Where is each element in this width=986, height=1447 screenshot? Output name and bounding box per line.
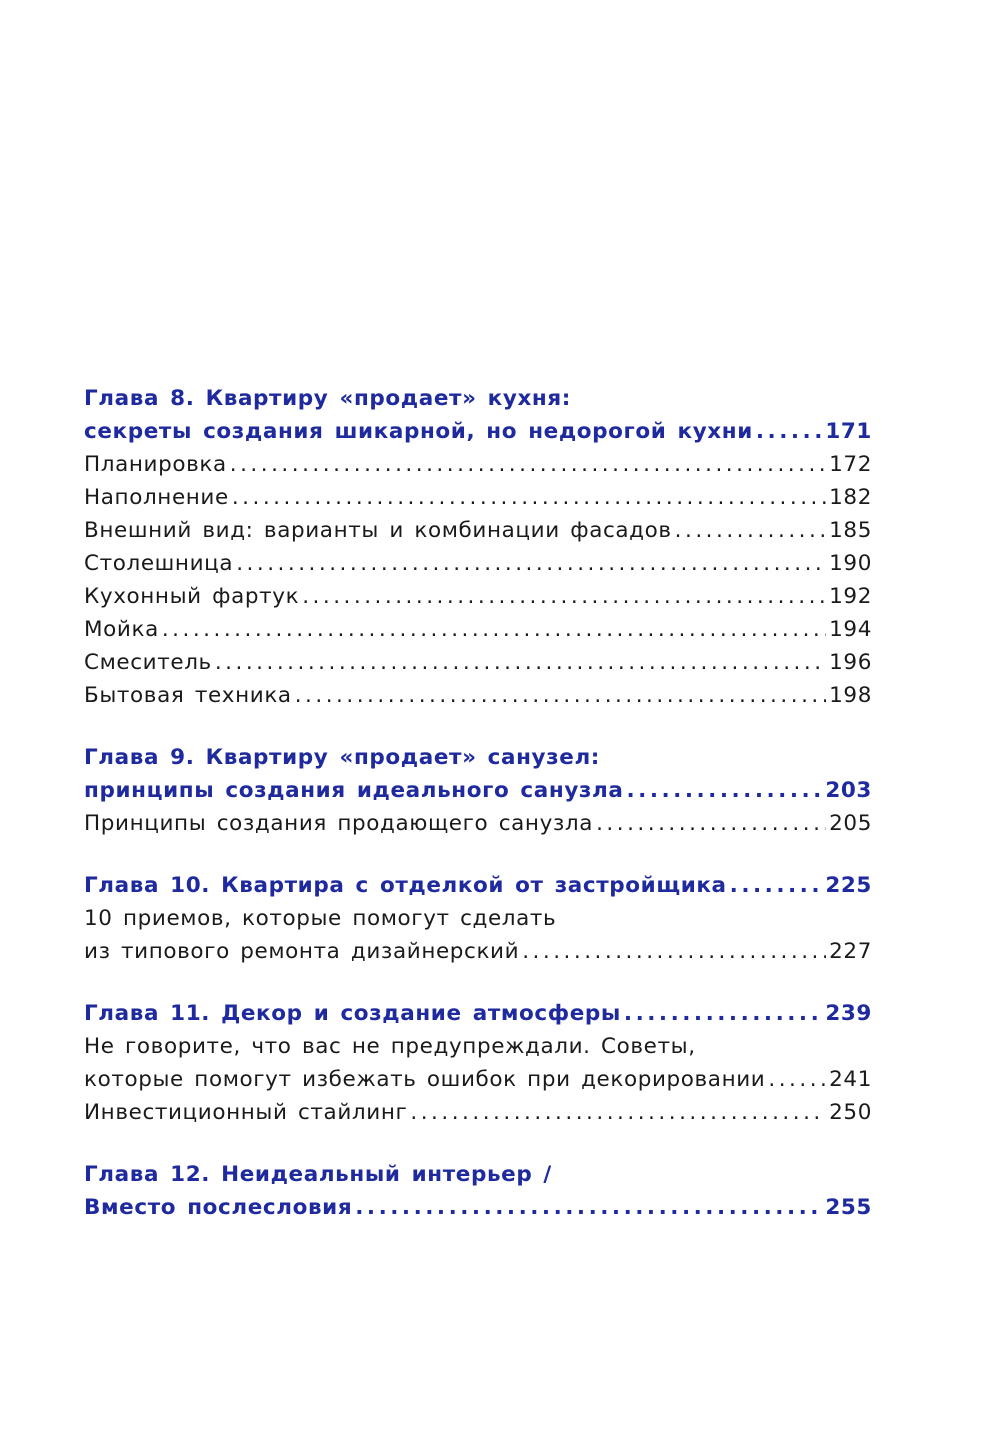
toc-entry-title: принципы создания идеального санузла <box>84 778 624 803</box>
toc-entry <box>84 481 872 514</box>
toc-entry-title: Инвестиционный стайлинг <box>84 1100 408 1125</box>
toc-entry-title: Глава 9. Квартиру «продает» санузел: <box>84 745 600 770</box>
page-number: 205 <box>829 811 872 836</box>
toc-entry-title: 10 приемов, которые помогут сделать <box>84 906 557 931</box>
toc-entry-title: Столешница <box>84 551 234 576</box>
toc-entry-title: Внешний вид: варианты и комбинации фасадов <box>84 518 672 543</box>
page-number: 190 <box>829 551 872 576</box>
toc-chapter <box>84 1158 872 1224</box>
toc-entry-title: которые помогут избежать ошибок при декорировании <box>84 1067 766 1092</box>
dot-leader <box>768 1063 826 1096</box>
toc-entry <box>84 448 872 481</box>
dot-leader <box>302 580 826 613</box>
chapter-heading-line <box>84 774 872 807</box>
toc-entry <box>84 679 872 712</box>
chapter-heading-line <box>84 741 872 774</box>
toc-entry <box>84 902 872 935</box>
toc-entry <box>84 807 872 840</box>
toc-entry-title: Мойка <box>84 617 159 642</box>
dot-leader <box>295 679 826 712</box>
toc-chapter <box>84 382 872 712</box>
page-number: 196 <box>829 650 872 675</box>
toc-entry-title: Наполнение <box>84 485 229 510</box>
toc-entry-title: Не говорите, что вас не предупреждали. Советы, <box>84 1034 696 1059</box>
page-number: 250 <box>829 1100 872 1125</box>
chapter-heading-line <box>84 382 872 415</box>
toc-entry <box>84 547 872 580</box>
page-number: 255 <box>825 1195 872 1220</box>
chapter-heading-line <box>84 1158 872 1191</box>
dot-leader <box>410 1096 826 1129</box>
toc-entry-title: Смеситель <box>84 650 212 675</box>
toc-entry <box>84 1063 872 1096</box>
page-number: 227 <box>829 939 872 964</box>
toc-entry <box>84 1030 872 1063</box>
dot-leader <box>675 514 827 547</box>
page-number: 172 <box>829 452 872 477</box>
page-number: 185 <box>829 518 872 543</box>
page-number: 182 <box>829 485 872 510</box>
chapter-heading-line <box>84 869 872 902</box>
page-number: 239 <box>825 1001 872 1026</box>
toc-entry-title: Планировка <box>84 452 227 477</box>
dot-leader <box>522 935 826 968</box>
page-number: 241 <box>829 1067 872 1092</box>
page-number: 171 <box>825 419 872 444</box>
toc-entry-title: секреты создания шикарной, но недорогой кухни <box>84 419 753 444</box>
toc-entry-title: Принципы создания продающего санузла <box>84 811 594 836</box>
toc-chapter <box>84 741 872 840</box>
chapter-heading-line <box>84 1191 872 1224</box>
toc-entry-title: Вместо послесловия <box>84 1195 353 1220</box>
toc-entry <box>84 1096 872 1129</box>
dot-leader <box>730 869 823 902</box>
toc-entry <box>84 613 872 646</box>
chapter-heading-line <box>84 997 872 1030</box>
toc-entry <box>84 580 872 613</box>
dot-leader <box>596 807 826 840</box>
page-number: 198 <box>829 683 872 708</box>
toc-entry-title: Глава 8. Квартиру «продает» кухня: <box>84 386 571 411</box>
dot-leader <box>624 997 822 1030</box>
toc-entry <box>84 514 872 547</box>
page-number: 225 <box>825 873 872 898</box>
dot-leader <box>162 613 826 646</box>
dot-leader <box>626 774 822 807</box>
table-of-contents <box>84 382 872 1253</box>
toc-entry-title: Глава 12. Неидеальный интерьер / <box>84 1162 552 1187</box>
toc-entry-title: Глава 11. Декор и создание атмосферы <box>84 1001 621 1026</box>
dot-leader <box>232 481 826 514</box>
toc-entry <box>84 935 872 968</box>
dot-leader <box>355 1191 822 1224</box>
toc-entry-title: Кухонный фартук <box>84 584 300 609</box>
page-number: 203 <box>825 778 872 803</box>
toc-chapter <box>84 869 872 968</box>
toc-chapter <box>84 997 872 1129</box>
page-number: 194 <box>829 617 872 642</box>
dot-leader <box>236 547 826 580</box>
dot-leader <box>230 448 826 481</box>
dot-leader <box>215 646 826 679</box>
chapter-heading-line <box>84 415 872 448</box>
toc-entry-title: из типового ремонта дизайнерский <box>84 939 520 964</box>
toc-entry-title: Глава 10. Квартира с отделкой от застройщика <box>84 873 727 898</box>
toc-entry <box>84 646 872 679</box>
page-number: 192 <box>829 584 872 609</box>
dot-leader <box>756 415 822 448</box>
toc-entry-title: Бытовая техника <box>84 683 292 708</box>
